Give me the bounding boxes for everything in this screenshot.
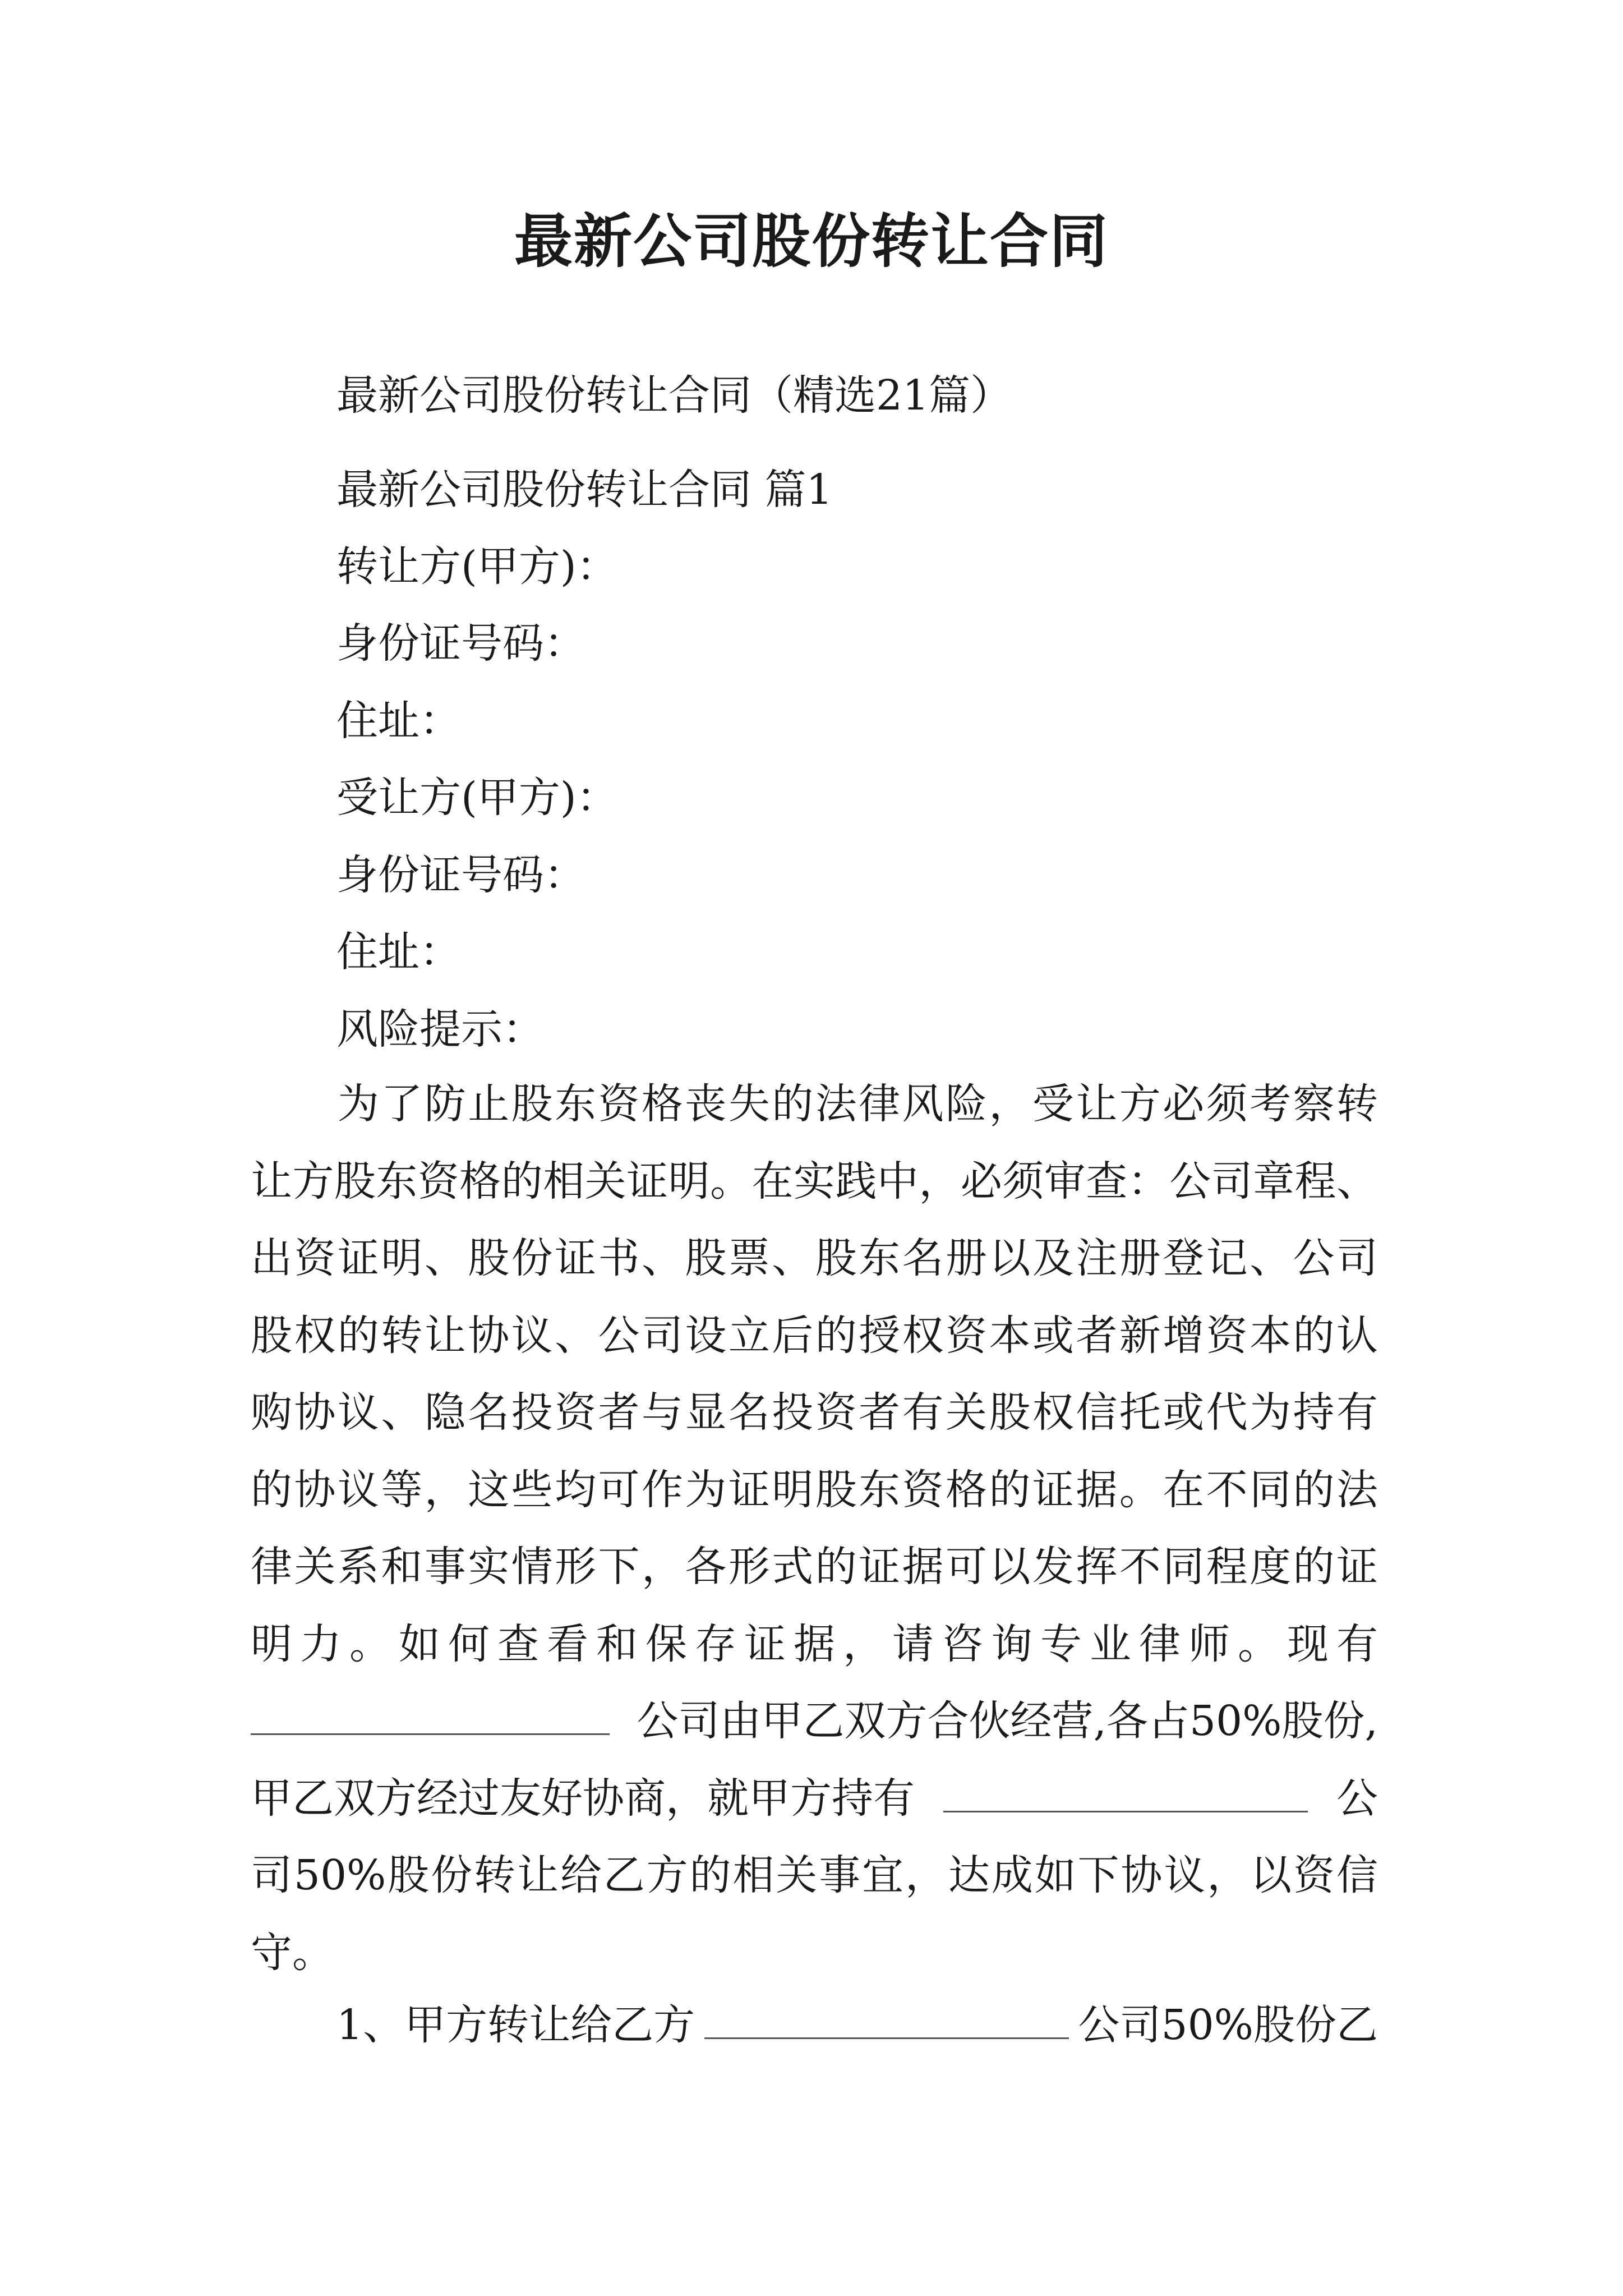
risk-label: 风险提示： [336, 1005, 544, 1053]
paragraph-line-text: 公司由甲乙双方合伙经营,各占50%股份, [637, 1697, 1378, 1745]
paragraph-line-blank-company [251, 1683, 1378, 1760]
paragraph-line-text: 公 [1336, 1774, 1378, 1823]
transferor-id-label: 身份证号码： [336, 619, 585, 668]
company-name-blank[interactable] [251, 1696, 610, 1735]
paragraph-line: 司50%股份转让给乙方的相关事宜，达成如下协议，以资信 [251, 1851, 1378, 1899]
transferee-address-label: 住址： [336, 928, 461, 976]
paragraph-line: 为了防止股东资格丧失的法律风险，受让方必须考察转 [251, 1080, 1378, 1128]
clause-1-text-end: 公司50%股份乙 [1078, 2001, 1378, 2049]
paragraph-line: 购协议、隐名投资者与显名投资者有关股权信托或代为持有 [251, 1388, 1378, 1437]
paragraph-line: 股权的转让协议、公司设立后的授权资本或者新增资本的认 [251, 1311, 1378, 1360]
section-heading: 最新公司股份转让合同 篇1 [336, 466, 833, 514]
paragraph-line-text: 甲乙双方经过友好协商，就甲方持有 [251, 1774, 915, 1823]
document-title: 最新公司股份转让合同 [514, 206, 1109, 275]
paragraph-line: 出资证明、股份证书、股票、股东名册以及注册登记、公司 [251, 1234, 1378, 1282]
paragraph-line: 让方股东资格的相关证明。在实践中，必须审查：公司章程、 [251, 1157, 1378, 1205]
transferor-label: 转让方(甲方)： [336, 542, 618, 591]
paragraph-line-holding [251, 1760, 1378, 1838]
clause-1-text: 1、甲方转让给乙方 [336, 2001, 695, 2049]
clause-company-blank[interactable] [704, 2000, 1069, 2039]
transferee-id-label: 身份证号码： [336, 851, 585, 899]
clause-1 [336, 1997, 1378, 2053]
risk-paragraph [251, 1066, 1378, 1991]
transferee-label: 受让方(甲方)： [336, 774, 618, 822]
paragraph-line: 守。 [251, 1928, 334, 1977]
paragraph-line: 的协议等，这些均可作为证明股东资格的证据。在不同的法 [251, 1465, 1378, 1514]
transferor-address-label: 住址： [336, 697, 461, 745]
paragraph-line: 律关系和事实情形下，各形式的证据可以发挥不同程度的证 [251, 1543, 1378, 1591]
held-company-blank[interactable] [943, 1774, 1308, 1812]
document-subtitle: 最新公司股份转让合同（精选21篇） [336, 371, 1012, 420]
paragraph-line: 明力。如何查看和保存证据，请咨询专业律师。现有 [251, 1619, 1378, 1668]
